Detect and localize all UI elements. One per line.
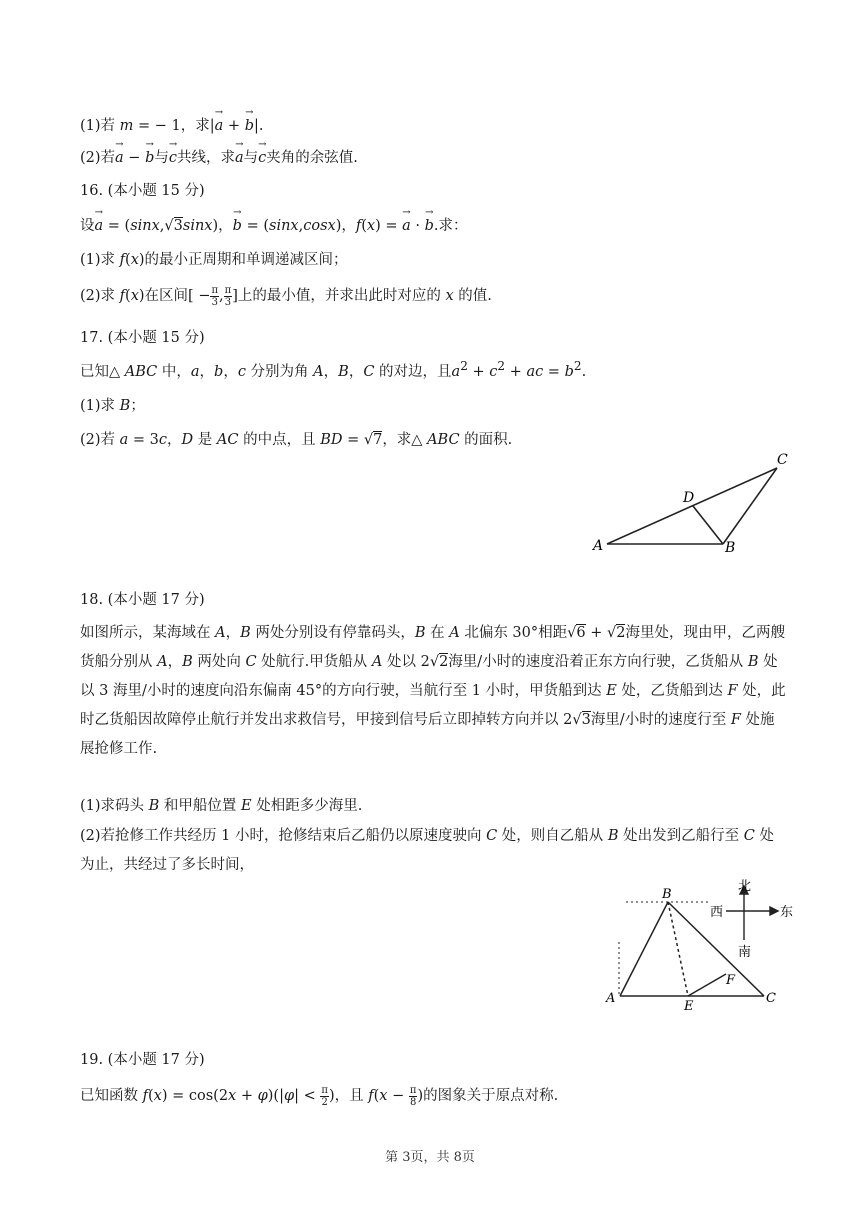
p18-q1: (1)求码头 B 和甲船位置 E 处相距多少海里.: [80, 798, 363, 814]
triangle-abd-figure: [585, 448, 795, 558]
label-D: D: [683, 490, 695, 506]
p18-q2: (2)若抢修工作共经历 1 小时，抢修结束后乙船仍以原速度驶向 C 处，则自乙船从 B 处出发到乙船行至 C 处为止，共经过了多长时间，: [80, 828, 775, 873]
p16-stem: 设a → = (sinx,√3sinx)，b → = (sinx,cosx)，f(x) = a → · b →.求：: [80, 214, 468, 235]
label-B: B: [662, 887, 672, 902]
p19-stem: 已知函数 f(x) = cos(2x + φ)(|φ| < $\frac{\pi}{2}$ )，且 f(x − $\frac{\pi}{8}$ )的图象关于原点对称.: [80, 1084, 559, 1108]
label-A: A: [593, 538, 604, 554]
p19-header: 19. (本小题 17 分): [80, 1052, 205, 1068]
p17-q2: (2)若 a = 3c，D 是 AC 的中点，且 BD = √7，求△ ABC 的面积.: [80, 432, 513, 448]
p16-q1: (1)求 f(x)的最小正周期和单调递减区间；: [80, 252, 348, 268]
label-C: C: [777, 452, 788, 468]
p16-header: 16. (本小题 15 分): [80, 183, 205, 199]
label-A: A: [606, 991, 616, 1006]
label-F: F: [726, 973, 736, 988]
p16-q2: (2)求 f(x)在区间[ − $\frac{\pi}{3}$ , $\frac{\pi}{3}$ ]上的最小值，并求出此时对应的 x 的值.: [80, 284, 492, 308]
north-label: 北: [738, 879, 752, 894]
p15-q1: (1)若 m = − 1，求|a → + b →|.: [80, 114, 263, 135]
p18-stem: 如图所示，某海域在 A，B 两处分别设有停靠码头，B 在 A 北偏东 30°相距√6 + √2海里处，现由甲，乙两艘货船分别从 A，B 两处向 C 处航行.甲货船从 A 处以 2√2海里/小时的速度沿着正东方向行驶，乙货船从 B 处以 3 海里/小时的速度向沿东偏南 45°的方向行驶，当航行至 1 小时，甲货船到达 E 处，乙货船到达 F 处，此时乙货船因故障停止航行并发出求救信号，甲接到信号后立即掉转方向并以 2√3海里/小时的速度行至 F 处施展抢修工作.: [80, 625, 786, 757]
label-B: B: [725, 540, 736, 556]
page-footer: 第 3页，共 8页: [385, 1150, 475, 1165]
p17-stem: 已知△ ABC 中，a，b，c 分别为角 A，B，C 的对边，且$a^2 + c^2$ + ac = $b^2$.: [80, 359, 587, 380]
east-label: 东: [780, 905, 794, 920]
west-label: 西: [710, 905, 724, 920]
label-C: C: [766, 991, 776, 1006]
p17-q1: (1)求 B；: [80, 398, 145, 414]
p18-header: 18. (本小题 17 分): [80, 592, 205, 608]
sea-route-figure: [600, 876, 800, 1016]
p17-header: 17. (本小题 15 分): [80, 330, 205, 346]
south-label: 南: [738, 945, 752, 960]
label-E: E: [684, 999, 694, 1014]
p15-q2: (2)若a → − b →与c →共线，求a →与c →夹角的余弦值.: [80, 146, 358, 167]
